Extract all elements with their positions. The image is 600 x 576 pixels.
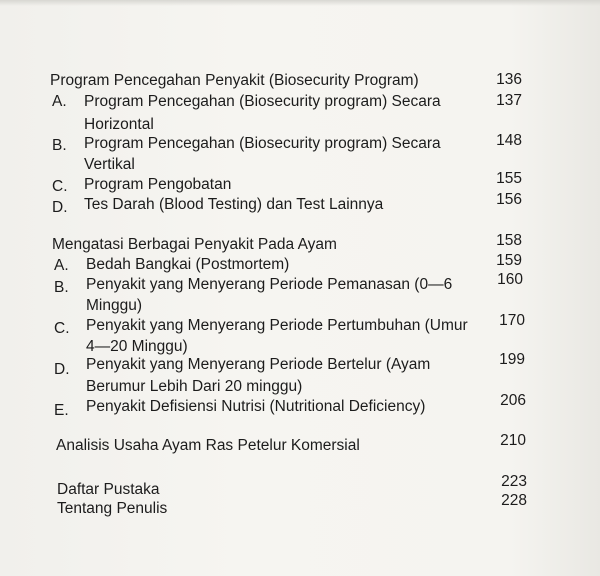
scan-edge [0,0,600,6]
toc-item-title-cont: Horizontal [84,116,154,133]
toc-item-title-cont: Vertikal [84,156,135,173]
toc-page-number: 228 [501,492,527,509]
toc-section-title: Program Pencegahan Penyakit (Biosecurity Program) [50,72,419,89]
toc-item-title: Penyakit yang Menyerang Periode Bertelur (Ayam [86,356,431,373]
toc-item-title-cont: Berumur Lebih Dari 20 minggu) [86,378,303,395]
toc-item-title-cont: 4—20 Minggu) [86,338,188,355]
toc-item-letter: C. [52,178,68,195]
toc-item-title: Bedah Bangkai (Postmortem) [86,256,290,273]
toc-page-number: 155 [496,170,522,187]
toc-page-number: 137 [496,92,522,109]
toc-item-letter: D. [54,361,70,378]
toc-item-title: Program Pencegahan (Biosecurity program) Secara [84,93,441,110]
toc-item-title-cont: Minggu) [86,297,142,314]
toc-section-title: Daftar Pustaka [57,481,160,498]
toc-item-letter: C. [54,320,70,337]
toc-item-letter: D. [52,199,68,216]
toc-item-title: Penyakit yang Menyerang Periode Pemanasan (0—6 [86,276,453,293]
toc-item-title: Penyakit Defisiensi Nutrisi (Nutritional Deficiency) [86,398,426,415]
toc-page-number: 223 [501,473,527,490]
toc-page-number: 199 [499,351,525,368]
toc-section-title: Mengatasi Berbagai Penyakit Pada Ayam [52,236,337,253]
toc-page-number: 156 [496,191,522,208]
toc-page-number: 160 [497,271,523,288]
toc-item-title: Program Pencegahan (Biosecurity program) Secara [84,135,441,152]
toc-item-title: Program Pengobatan [84,176,232,193]
toc-page-number: 170 [499,312,525,329]
toc-page-number: 148 [496,132,522,149]
toc-item-letter: B. [54,279,69,296]
toc-item-letter: E. [54,402,69,419]
toc-item-title: Penyakit yang Menyerang Periode Pertumbuhan (Umur [86,317,468,334]
toc-page-number: 158 [496,232,522,249]
toc-item-letter: B. [52,137,67,154]
toc-section-title: Tentang Penulis [57,500,168,517]
toc-item-letter: A. [52,93,67,110]
toc-page-number: 159 [496,252,522,269]
toc-section-title: Analisis Usaha Ayam Ras Petelur Komersial [56,437,360,454]
toc-page-number: 206 [500,392,526,409]
toc-item-letter: A. [54,257,69,274]
toc-page-number: 136 [496,71,522,88]
toc-item-title: Tes Darah (Blood Testing) dan Test Lainnya [84,196,384,213]
toc-page-number: 210 [500,432,526,449]
